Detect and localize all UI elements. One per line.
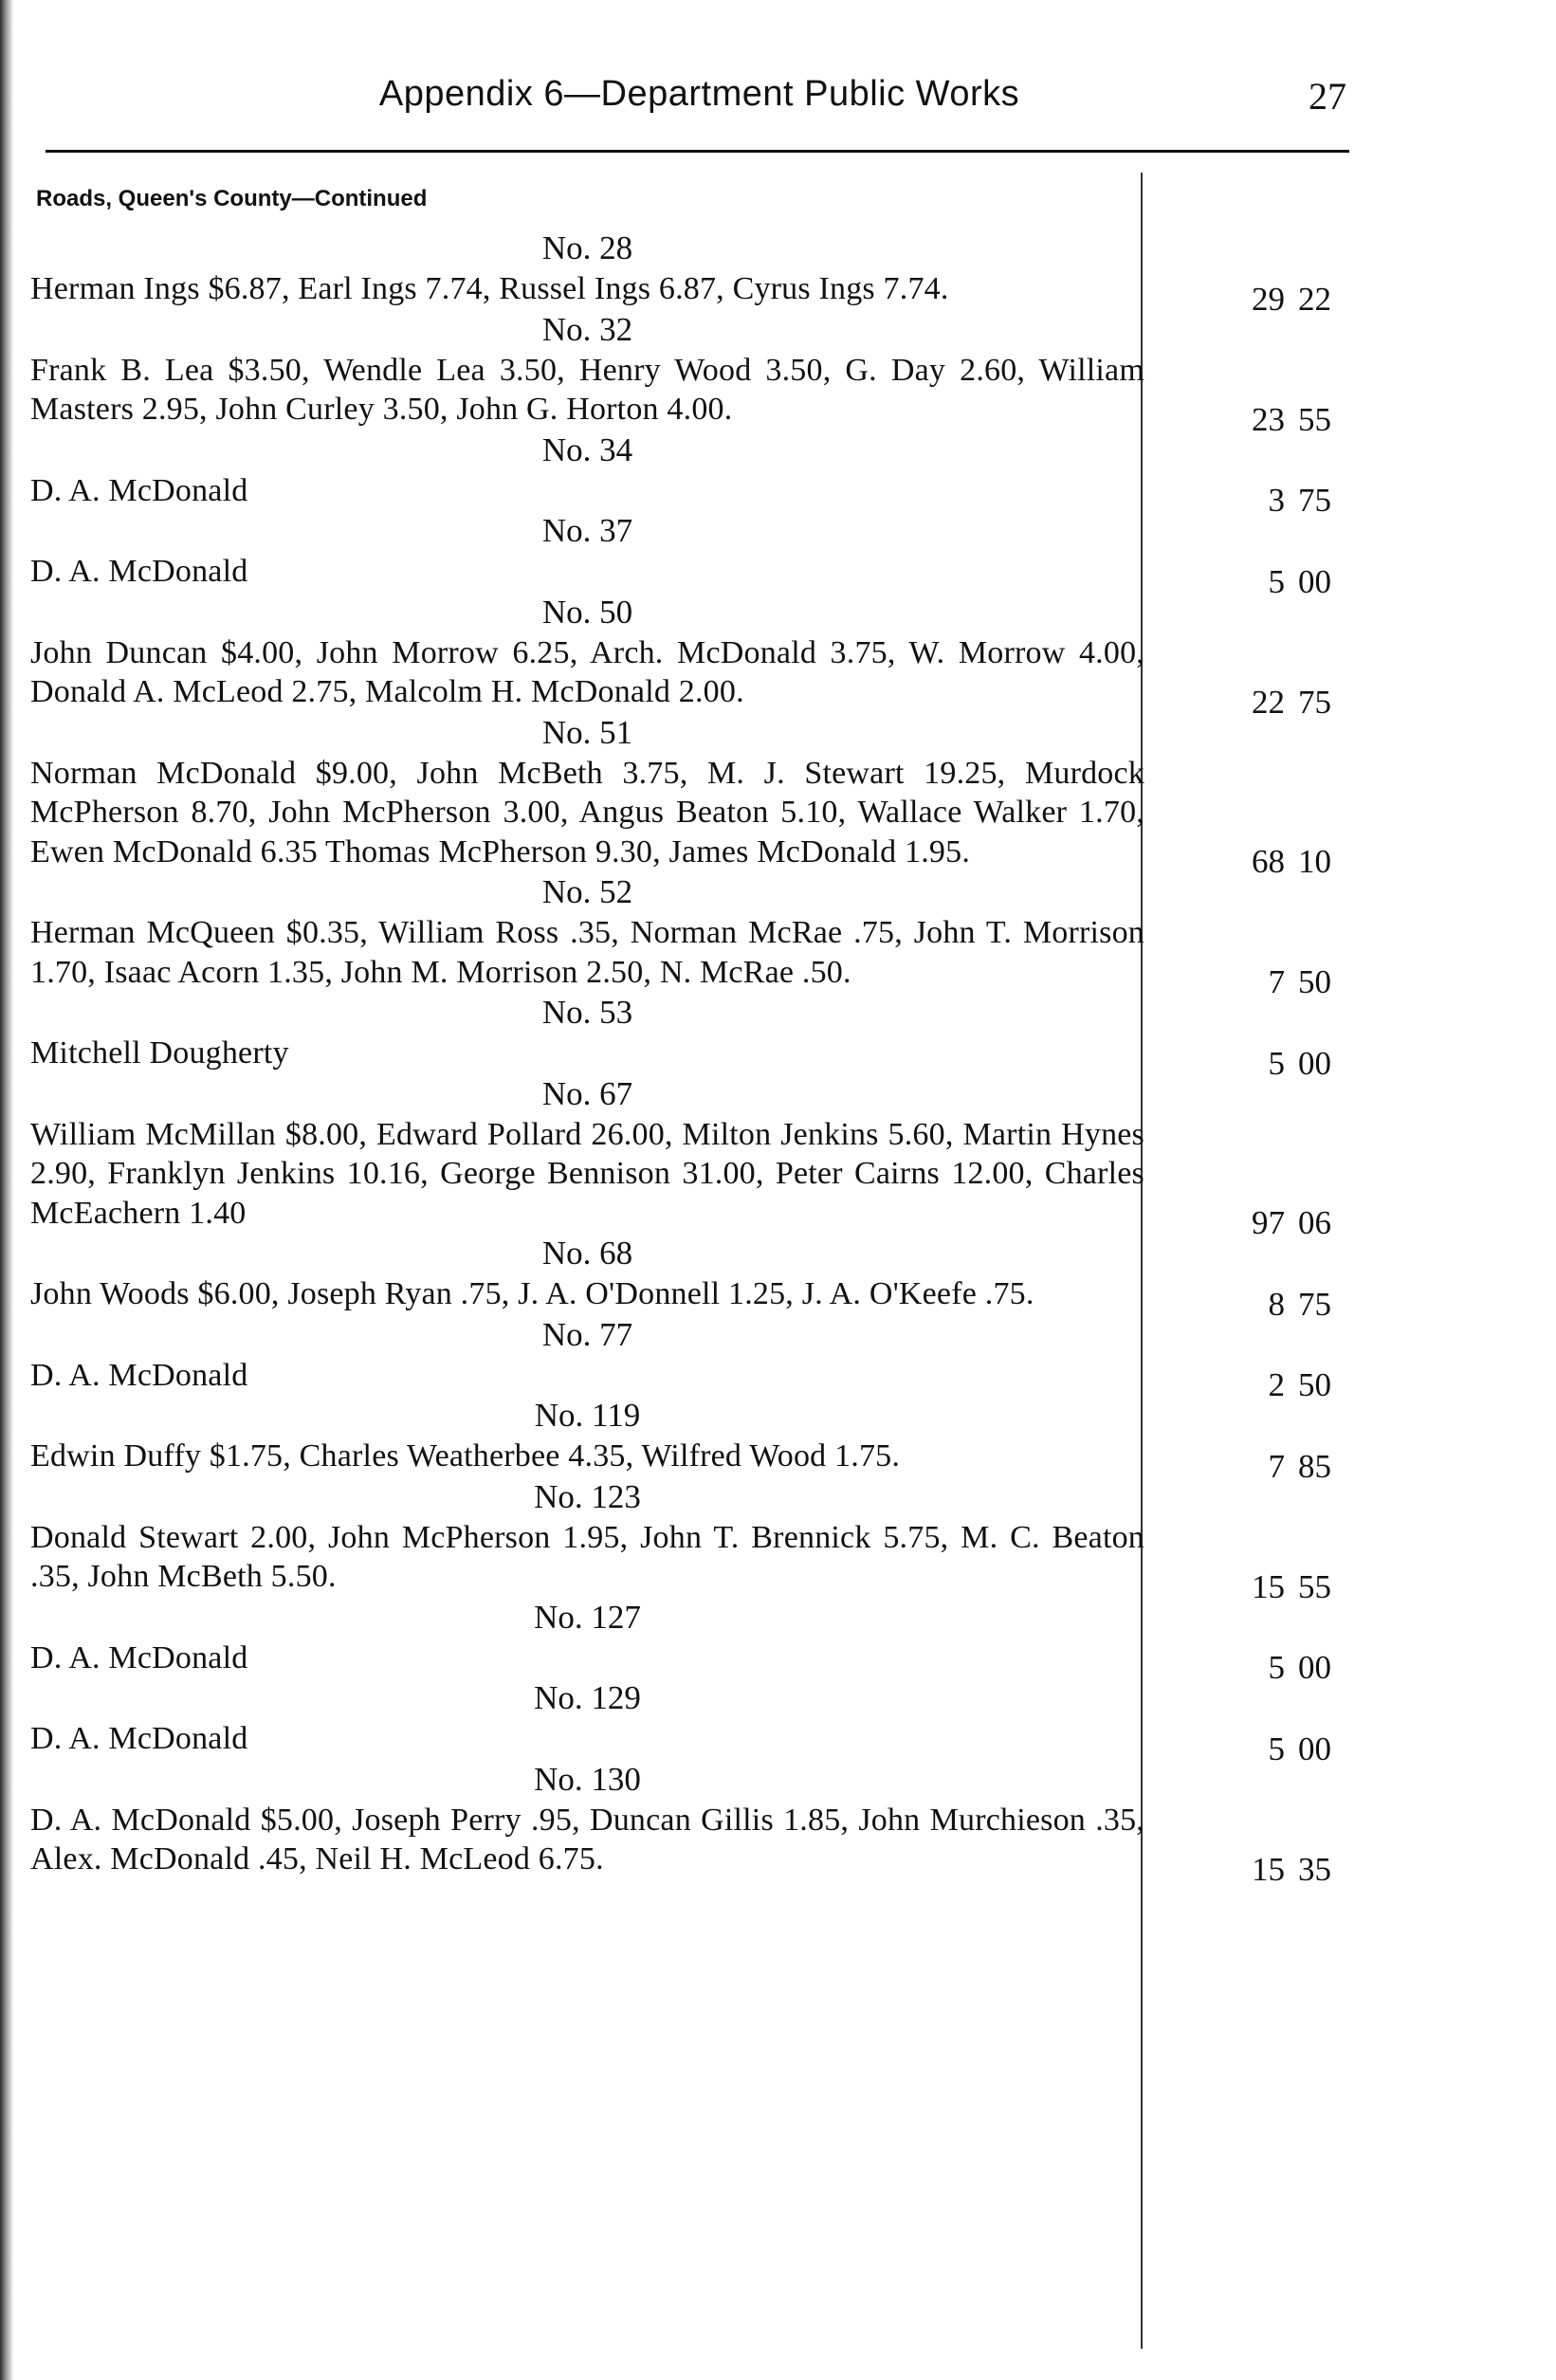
entry-body	[30, 1639, 1331, 1686]
amount-dollars: 23	[1252, 400, 1285, 438]
amount-dollars: 5	[1268, 1649, 1285, 1686]
entry-text: Herman McQueen $0.35, William Ross .35, Norman McRae .75, John T. Morrison 1.70, Isaac Acorn 1.35, John M. Morrison 2.50, N. McRae .50.	[30, 915, 1144, 990]
amount-dollars: 3	[1268, 482, 1285, 519]
entry-text: D. A. McDonald	[30, 1357, 248, 1393]
ledger-entry	[30, 1597, 1377, 1686]
entry-body	[30, 633, 1331, 721]
amount-cents: 35	[1298, 1850, 1331, 1888]
amount-dollars: 5	[1268, 562, 1285, 600]
amount-dollars: 5	[1268, 1044, 1285, 1082]
ledger-entry	[30, 1073, 1377, 1241]
entry-number: No. 50	[541, 593, 633, 631]
entry-body	[30, 471, 1331, 519]
amount-dollars: 22	[1252, 683, 1285, 721]
amount-cents: 55	[1298, 1567, 1331, 1605]
amount-cents: 00	[1298, 1044, 1331, 1082]
amount-dollars: 97	[1252, 1204, 1285, 1241]
running-title: Appendix 6—Department Public Works	[378, 74, 1020, 114]
entry-body	[30, 1115, 1331, 1241]
entry-text: Donald Stewart 2.00, John McPherson 1.95, John T. Brennick 5.75, M. C. Beaton .35, John McBeth 5.50.	[30, 1519, 1144, 1594]
entry-text: D. A. McDonald	[30, 554, 248, 589]
entry-text: D. A. McDonald	[30, 1721, 248, 1756]
amount-cents: 06	[1298, 1204, 1331, 1241]
entry-text: John Duncan $4.00, John Morrow 6.25, Arch. McDonald 3.75, W. Morrow 4.00, Donald A. McLeod 2.75, Malcolm H. McDonald 2.00.	[30, 634, 1144, 709]
ledger-entry	[30, 871, 1377, 1000]
section-heading: Roads, Queen's County—Continued	[36, 186, 428, 211]
ledger-entry	[30, 1314, 1377, 1403]
ledger-entry	[30, 1759, 1377, 1888]
entry-body	[30, 1356, 1331, 1403]
amount-dollars: 7	[1268, 963, 1285, 1000]
entry-amount	[1206, 1851, 1377, 1889]
entry-body	[30, 552, 1331, 600]
entry-body	[30, 1274, 1331, 1323]
entry-number: No. 129	[534, 1679, 641, 1716]
entry-number: No. 34	[541, 430, 633, 468]
entry-body	[30, 754, 1331, 880]
ledger-entry	[30, 228, 1377, 318]
page-header	[38, 74, 1361, 131]
amount-cents: 75	[1298, 1285, 1331, 1323]
entry-number: No. 123	[534, 1477, 641, 1515]
entry-text: Edwin Duffy $1.75, Charles Weatherbee 4.35, Wilfred Wood 1.75.	[30, 1438, 901, 1474]
entry-number: No. 32	[541, 310, 633, 348]
amount-cents: 50	[1298, 1366, 1331, 1403]
entry-body	[30, 351, 1331, 438]
ledger-entry	[30, 712, 1377, 880]
amount-cents: 55	[1298, 400, 1331, 438]
entry-body	[30, 1518, 1331, 1605]
amount-dollars: 5	[1268, 1730, 1285, 1767]
entry-number: No. 52	[541, 873, 633, 910]
amount-dollars: 68	[1252, 843, 1285, 880]
ledger-entry	[30, 309, 1377, 438]
ledger-entry	[30, 430, 1377, 519]
entry-text: Norman McDonald $9.00, John McBeth 3.75, M. J. Stewart 19.25, Murdock McPherson 8.70, John McPherson 3.00, Angus Beaton 5.10, Wallace Walker 1.70, Ewen McDonald 6.35 Thomas McPherson 9.30, James McDonald 1.95.	[30, 755, 1144, 870]
entry-number: No. 28	[541, 229, 633, 266]
entry-body	[30, 269, 1331, 318]
ledger-entry	[30, 592, 1377, 721]
entry-text: Frank B. Lea $3.50, Wendle Lea 3.50, Henry Wood 3.50, G. Day 2.60, William Masters 2.95, John Curley 3.50, John G. Horton 4.00.	[30, 352, 1144, 427]
entry-body	[30, 1437, 1331, 1485]
entry-body	[30, 1034, 1331, 1082]
ledger-entry	[30, 1233, 1377, 1323]
entry-number: No. 77	[541, 1315, 633, 1353]
ledger-entry	[30, 1476, 1377, 1605]
entries-list	[30, 228, 1377, 1888]
amount-cents: 50	[1298, 963, 1331, 1000]
entry-number: No. 53	[541, 994, 633, 1031]
ledger-entry	[30, 510, 1377, 600]
ledger-entry	[30, 1677, 1377, 1767]
page-binding-edge	[0, 0, 13, 2380]
entry-text: Mitchell Dougherty	[30, 1035, 289, 1071]
amount-dollars: 15	[1252, 1567, 1285, 1605]
entry-number: No. 67	[541, 1074, 633, 1112]
entry-text: D. A. McDonald $5.00, Joseph Perry .95, Duncan Gillis 1.85, John Murchieson .35, Alex. McDonald .45, Neil H. McLeod 6.75.	[30, 1802, 1144, 1877]
amount-cents: 00	[1298, 1649, 1331, 1686]
ledger-entry	[30, 992, 1377, 1082]
amount-cents: 10	[1298, 843, 1331, 880]
entry-number: No. 127	[534, 1598, 641, 1636]
page-number: 27	[1309, 75, 1346, 118]
entry-number: No. 51	[541, 713, 633, 751]
amount-dollars: 8	[1268, 1285, 1285, 1323]
amount-cents: 75	[1298, 482, 1331, 519]
entry-body	[30, 1801, 1331, 1888]
entry-text: D. A. McDonald	[30, 472, 248, 508]
entry-number: No. 130	[534, 1760, 641, 1798]
entry-body	[30, 913, 1331, 1000]
ledger-entry	[30, 1395, 1377, 1485]
header-rule	[46, 150, 1349, 153]
entry-number: No. 37	[541, 512, 633, 549]
entry-number: No. 68	[541, 1235, 633, 1272]
entry-text: William McMillan $8.00, Edward Pollard 26.00, Milton Jenkins 5.60, Martin Hynes 2.90, Franklyn Jenkins 10.16, George Bennison 31.00, Peter Cairns 12.00, Charles McEachern 1.40	[30, 1116, 1144, 1231]
entry-text: D. A. McDonald	[30, 1639, 248, 1675]
amount-dollars: 15	[1252, 1850, 1285, 1888]
amount-dollars: 2	[1268, 1366, 1285, 1403]
amount-cents: 85	[1298, 1447, 1331, 1485]
entry-text: John Woods $6.00, Joseph Ryan .75, J. A. O'Donnell 1.25, J. A. O'Keefe .75.	[30, 1276, 1034, 1311]
amount-dollars: 7	[1268, 1447, 1285, 1485]
amount-cents: 75	[1298, 683, 1331, 721]
entry-number: No. 119	[534, 1397, 641, 1434]
amount-cents: 00	[1298, 1730, 1331, 1767]
entry-text: Herman Ings $6.87, Earl Ings 7.74, Russel Ings 6.87, Cyrus Ings 7.74.	[30, 271, 949, 306]
amount-cents: 00	[1298, 562, 1331, 600]
amount-cents: 22	[1298, 280, 1331, 318]
entry-body	[30, 1719, 1331, 1767]
amount-dollars: 29	[1252, 280, 1285, 318]
